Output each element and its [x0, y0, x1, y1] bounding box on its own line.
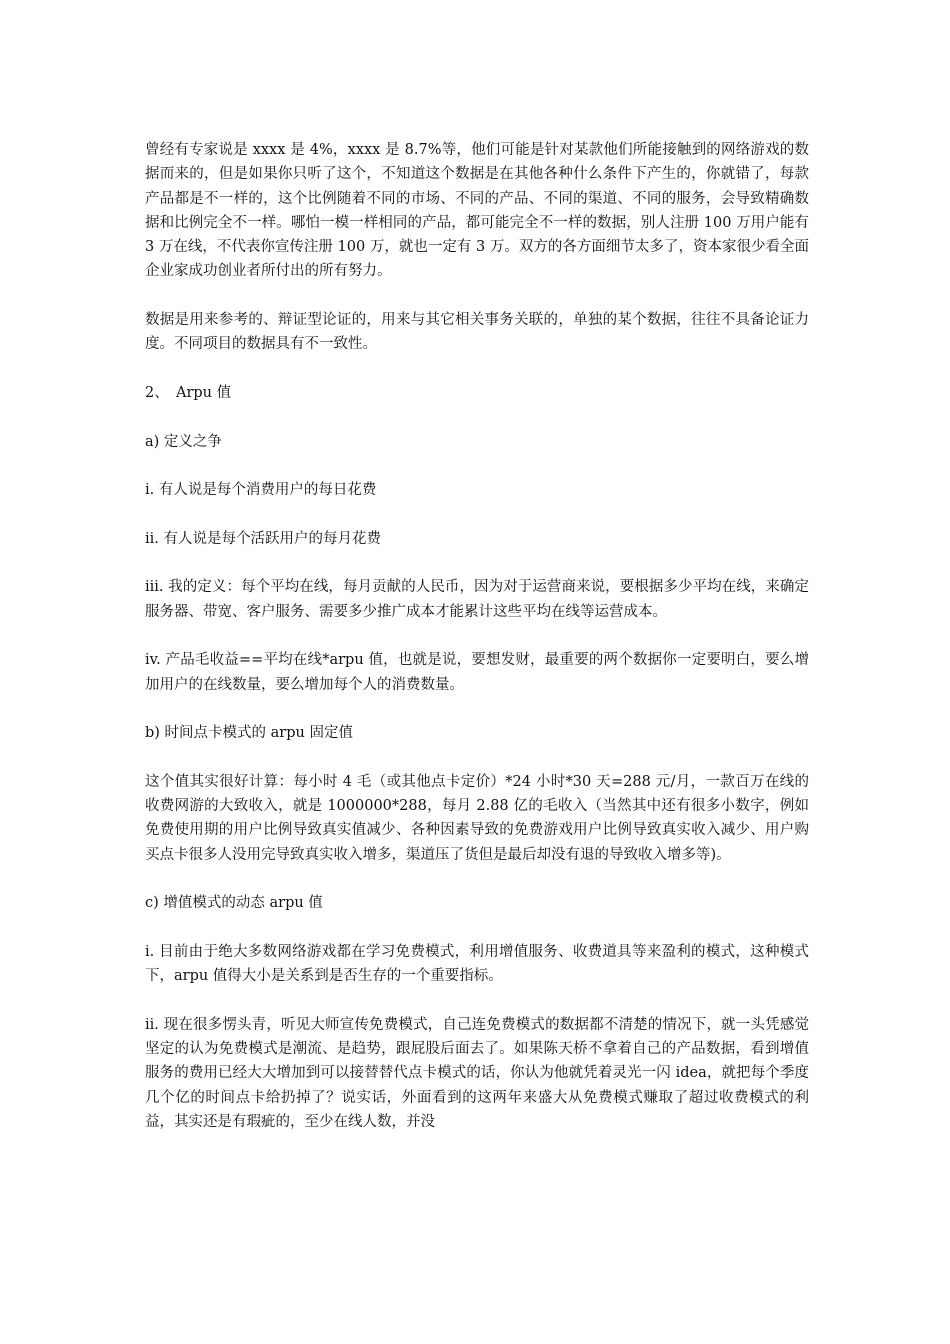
- subheading-time-card: b) 时间点卡模式的 arpu 固定值: [145, 725, 353, 742]
- paragraph-expert-data: 曾经有专家说是 xxxx 是 4%，xxxx 是 8.7%等，他们可能是针对某款他们所能接触到的网络游戏的数据而来的，但是如果你只听了这个，不知道这个数据是在其他各种什么条件下产生的，你就错了，每款产品都是不一样的，这个比例随着不同的市场、不同的产品、不同的渠道、不同的服务，会导致精确数据和比例完全不一样。哪怕一模一样相同的产品，都可能完全不一样的数据，别人注册 100 万用户能有 3 万在线，不代表你宣传注册 100 万，就也一定有 3 万。双方的各方面细节太多了，资本家很少看全面企业家成功创业者所付出的所有努力。: [145, 142, 809, 280]
- subheading-value-added: c) 增值模式的动态 arpu 值: [145, 895, 323, 912]
- list-item-iv: iv. 产品毛收益==平均在线*arpu 值，也就是说，要想发财，最重要的两个数据你一定要明白，要么增加用户的在线数量，要么增加每个人的消费数量。: [145, 652, 809, 693]
- list-item-value-added-i: i. 目前由于绝大多数网络游戏都在学习免费模式，利用增值服务、收费道具等来盈利的模式，这种模式下，arpu 值得大小是关系到是否生存的一个重要指标。: [145, 943, 809, 985]
- list-item-ii: ii. 有人说是每个活跃用户的每月花费: [145, 530, 381, 547]
- paragraph-time-card-calc: 这个值其实很好计算：每小时 4 毛（或其他点卡定价）*24 小时*30 天=288 元/月，一款百万在线的收费网游的大致收入，就是 1000000*288，每月 2.88 亿的毛收入（当然其中还有很多小数字，例如免费使用期的用户比例导致真实值减少、各种因素导致的免费游戏用户比例导致真实收入减少、用户购买点卡很多人没用完导致真实收入增多，渠道压了货但是最后却没有退的导致收入增多等)。: [145, 773, 809, 863]
- document-body: [145, 138, 809, 1158]
- list-item-value-added-ii: ii. 现在很多愣头青，听见大师宣传免费模式，自己连免费模式的数据都不清楚的情况下，就一头凭感觉坚定的认为免费模式是潮流、是趋势，跟屁股后面去了。如果陈天桥不拿着自己的产品数据，看到增值服务的费用已经大大增加到可以接替替代点卡模式的话，你认为他就凭着灵光一闪 idea，就把每个季度几个亿的时间点卡给扔掉了？说实话，外面看到的这两年来盛大从免费模式赚取了超过收费模式的利益，其实还是有瑕疵的，至少在线人数，并没: [145, 1016, 809, 1130]
- section-heading-arpu: 2、 Arpu 值: [145, 384, 232, 401]
- subheading-definition: a) 定义之争: [145, 433, 222, 450]
- list-item-iii: iii. 我的定义：每个平均在线，每月贡献的人民币，因为对于运营商来说，要根据多少平均在线，来确定服务器、带宽、客户服务、需要多少推广成本才能累计这些平均在线等运营成本。: [145, 579, 809, 620]
- list-item-i: i. 有人说是每个消费用户的每日花费: [145, 482, 377, 499]
- paragraph-data-reference: 数据是用来参考的、辩证型论证的，用来与其它相关事务关联的，单独的某个数据，往往不具备论证力度。不同项目的数据具有不一致性。: [145, 312, 809, 353]
